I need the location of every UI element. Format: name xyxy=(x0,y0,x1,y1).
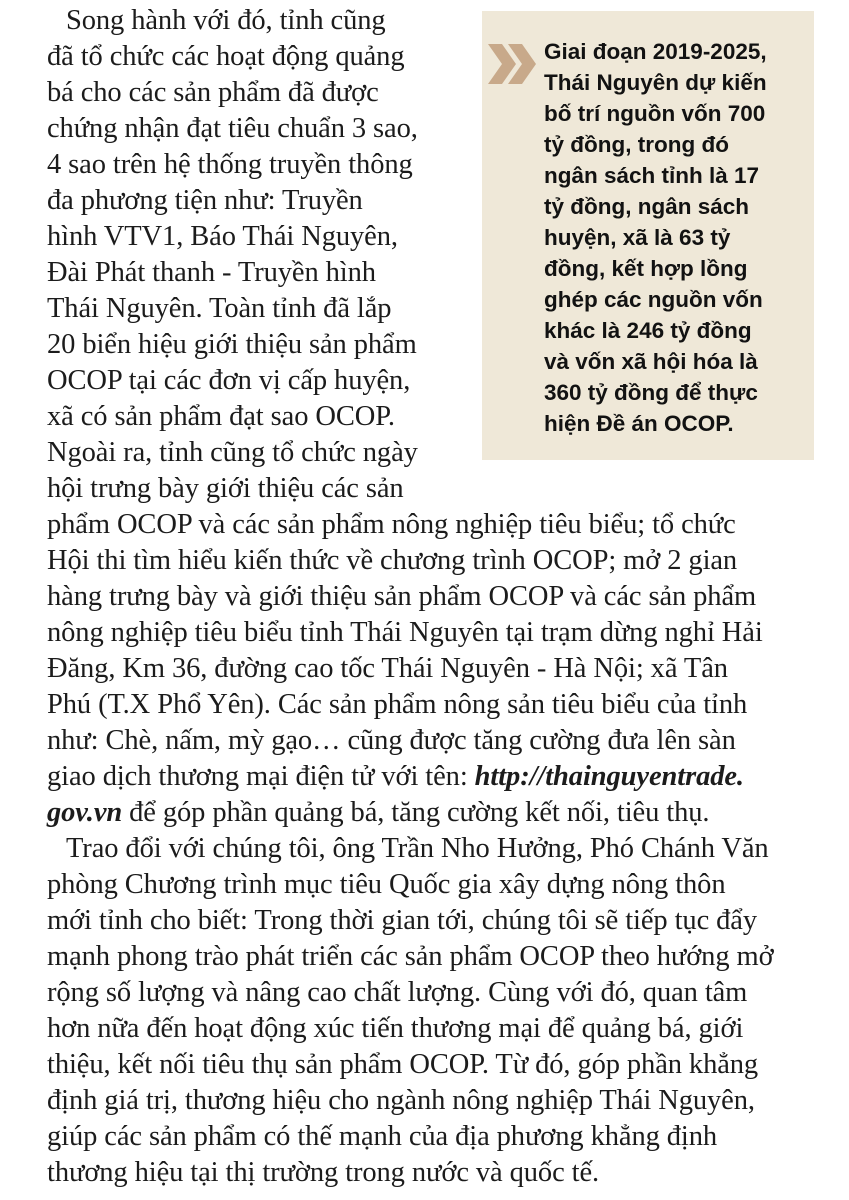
paragraph-line: nông nghiệp tiêu biểu tỉnh Thái Nguyên tại trạm dừng nghỉ Hải xyxy=(47,617,763,648)
paragraph-line: Phú (T.X Phổ Yên). Các sản phẩm nông sản tiêu biểu của tỉnh xyxy=(47,689,748,720)
paragraph-line: 4 sao trên hệ thống truyền thông xyxy=(47,149,413,180)
paragraph-line: Trao đổi với chúng tôi, ông Trần Nho Hưởng, Phó Chánh Văn xyxy=(66,833,769,864)
callout-text-line: 360 tỷ đồng để thực xyxy=(544,380,758,405)
paragraph-line: OCOP tại các đơn vị cấp huyện, xyxy=(47,365,411,396)
website-url-continued[interactable]: gov.vn xyxy=(47,797,123,828)
paragraph-line: đã tổ chức các hoạt động quảng xyxy=(47,41,405,72)
callout-text-line: và vốn xã hội hóa là xyxy=(544,349,758,374)
paragraph-line: Song hành với đó, tỉnh cũng xyxy=(66,5,386,36)
paragraph-line: mạnh phong trào phát triển các sản phẩm OCOP theo hướng mở xyxy=(47,941,774,972)
paragraph-line xyxy=(47,795,709,831)
callout-text-line: Thái Nguyên dự kiến xyxy=(544,70,767,95)
url-line-prefix: giao dịch thương mại điện tử với tên: xyxy=(47,761,475,792)
paragraph-line: hội trưng bày giới thiệu các sản xyxy=(47,473,404,504)
paragraph-line: bá cho các sản phẩm đã được xyxy=(47,77,379,108)
paragraph-line: hình VTV1, Báo Thái Nguyên, xyxy=(47,221,398,252)
paragraph-line: Đăng, Km 36, đường cao tốc Thái Nguyên - Hà Nội; xã Tân xyxy=(47,653,728,684)
callout-text-line: huyện, xã là 63 tỷ xyxy=(544,225,731,250)
paragraph-line: thiệu, kết nối tiêu thụ sản phẩm OCOP. Từ đó, góp phần khẳng xyxy=(47,1049,759,1080)
callout-text-line: đồng, kết hợp lồng xyxy=(544,256,748,281)
callout-text-line: Giai đoạn 2019-2025, xyxy=(544,39,767,64)
paragraph-line: xã có sản phẩm đạt sao OCOP. xyxy=(47,401,395,432)
callout-text-line: khác là 246 tỷ đồng xyxy=(544,318,752,343)
paragraph-line: Đài Phát thanh - Truyền hình xyxy=(47,257,376,288)
paragraph-line: hơn nữa đến hoạt động xúc tiến thương mại để quảng bá, giới xyxy=(47,1013,744,1044)
callout-text-line: ghép các nguồn vốn xyxy=(544,287,763,312)
paragraph-line xyxy=(47,759,744,795)
paragraph-line: giúp các sản phẩm có thế mạnh của địa phương khẳng định xyxy=(47,1121,718,1152)
paragraph-line: Thái Nguyên. Toàn tỉnh đã lắp xyxy=(47,293,392,324)
callout-text-line: tỷ đồng, ngân sách xyxy=(544,194,750,219)
callout-text-line: bố trí nguồn vốn 700 xyxy=(544,101,766,126)
paragraph-line: mới tỉnh cho biết: Trong thời gian tới, chúng tôi sẽ tiếp tục đẩy xyxy=(47,905,757,936)
website-url[interactable]: http://thainguyentrade. xyxy=(474,761,744,792)
url-line-suffix: để góp phần quảng bá, tăng cường kết nối, tiêu thụ. xyxy=(122,797,710,828)
callout-text-line: tỷ đồng, trong đó xyxy=(544,132,729,157)
double-chevron-right-icon xyxy=(486,42,542,86)
paragraph-line: định giá trị, thương hiệu cho ngành nông nghiệp Thái Nguyên, xyxy=(47,1085,755,1116)
callout-text-line: hiện Đề án OCOP. xyxy=(544,411,734,436)
paragraph-line: phòng Chương trình mục tiêu Quốc gia xây dựng nông thôn xyxy=(47,869,726,900)
paragraph-line: chứng nhận đạt tiêu chuẩn 3 sao, xyxy=(47,113,418,144)
paragraph-line: Hội thi tìm hiểu kiến thức về chương trình OCOP; mở 2 gian xyxy=(47,545,738,576)
paragraph-line: phẩm OCOP và các sản phẩm nông nghiệp tiêu biểu; tổ chức xyxy=(47,509,736,540)
paragraph-line: thương hiệu tại thị trường trong nước và quốc tế. xyxy=(47,1157,600,1188)
callout-text-line: ngân sách tỉnh là 17 xyxy=(544,163,760,188)
paragraph-line: như: Chè, nấm, mỳ gạo… cũng được tăng cường đưa lên sàn xyxy=(47,725,736,756)
paragraph-line: đa phương tiện như: Truyền xyxy=(47,185,363,216)
paragraph-line: hàng trưng bày và giới thiệu sản phẩm OCOP và các sản phẩm xyxy=(47,581,757,612)
paragraph-line: 20 biển hiệu giới thiệu sản phẩm xyxy=(47,329,417,360)
paragraph-line: rộng số lượng và nâng cao chất lượng. Cùng với đó, quan tâm xyxy=(47,977,748,1008)
paragraph-line: Ngoài ra, tỉnh cũng tổ chức ngày xyxy=(47,437,418,468)
